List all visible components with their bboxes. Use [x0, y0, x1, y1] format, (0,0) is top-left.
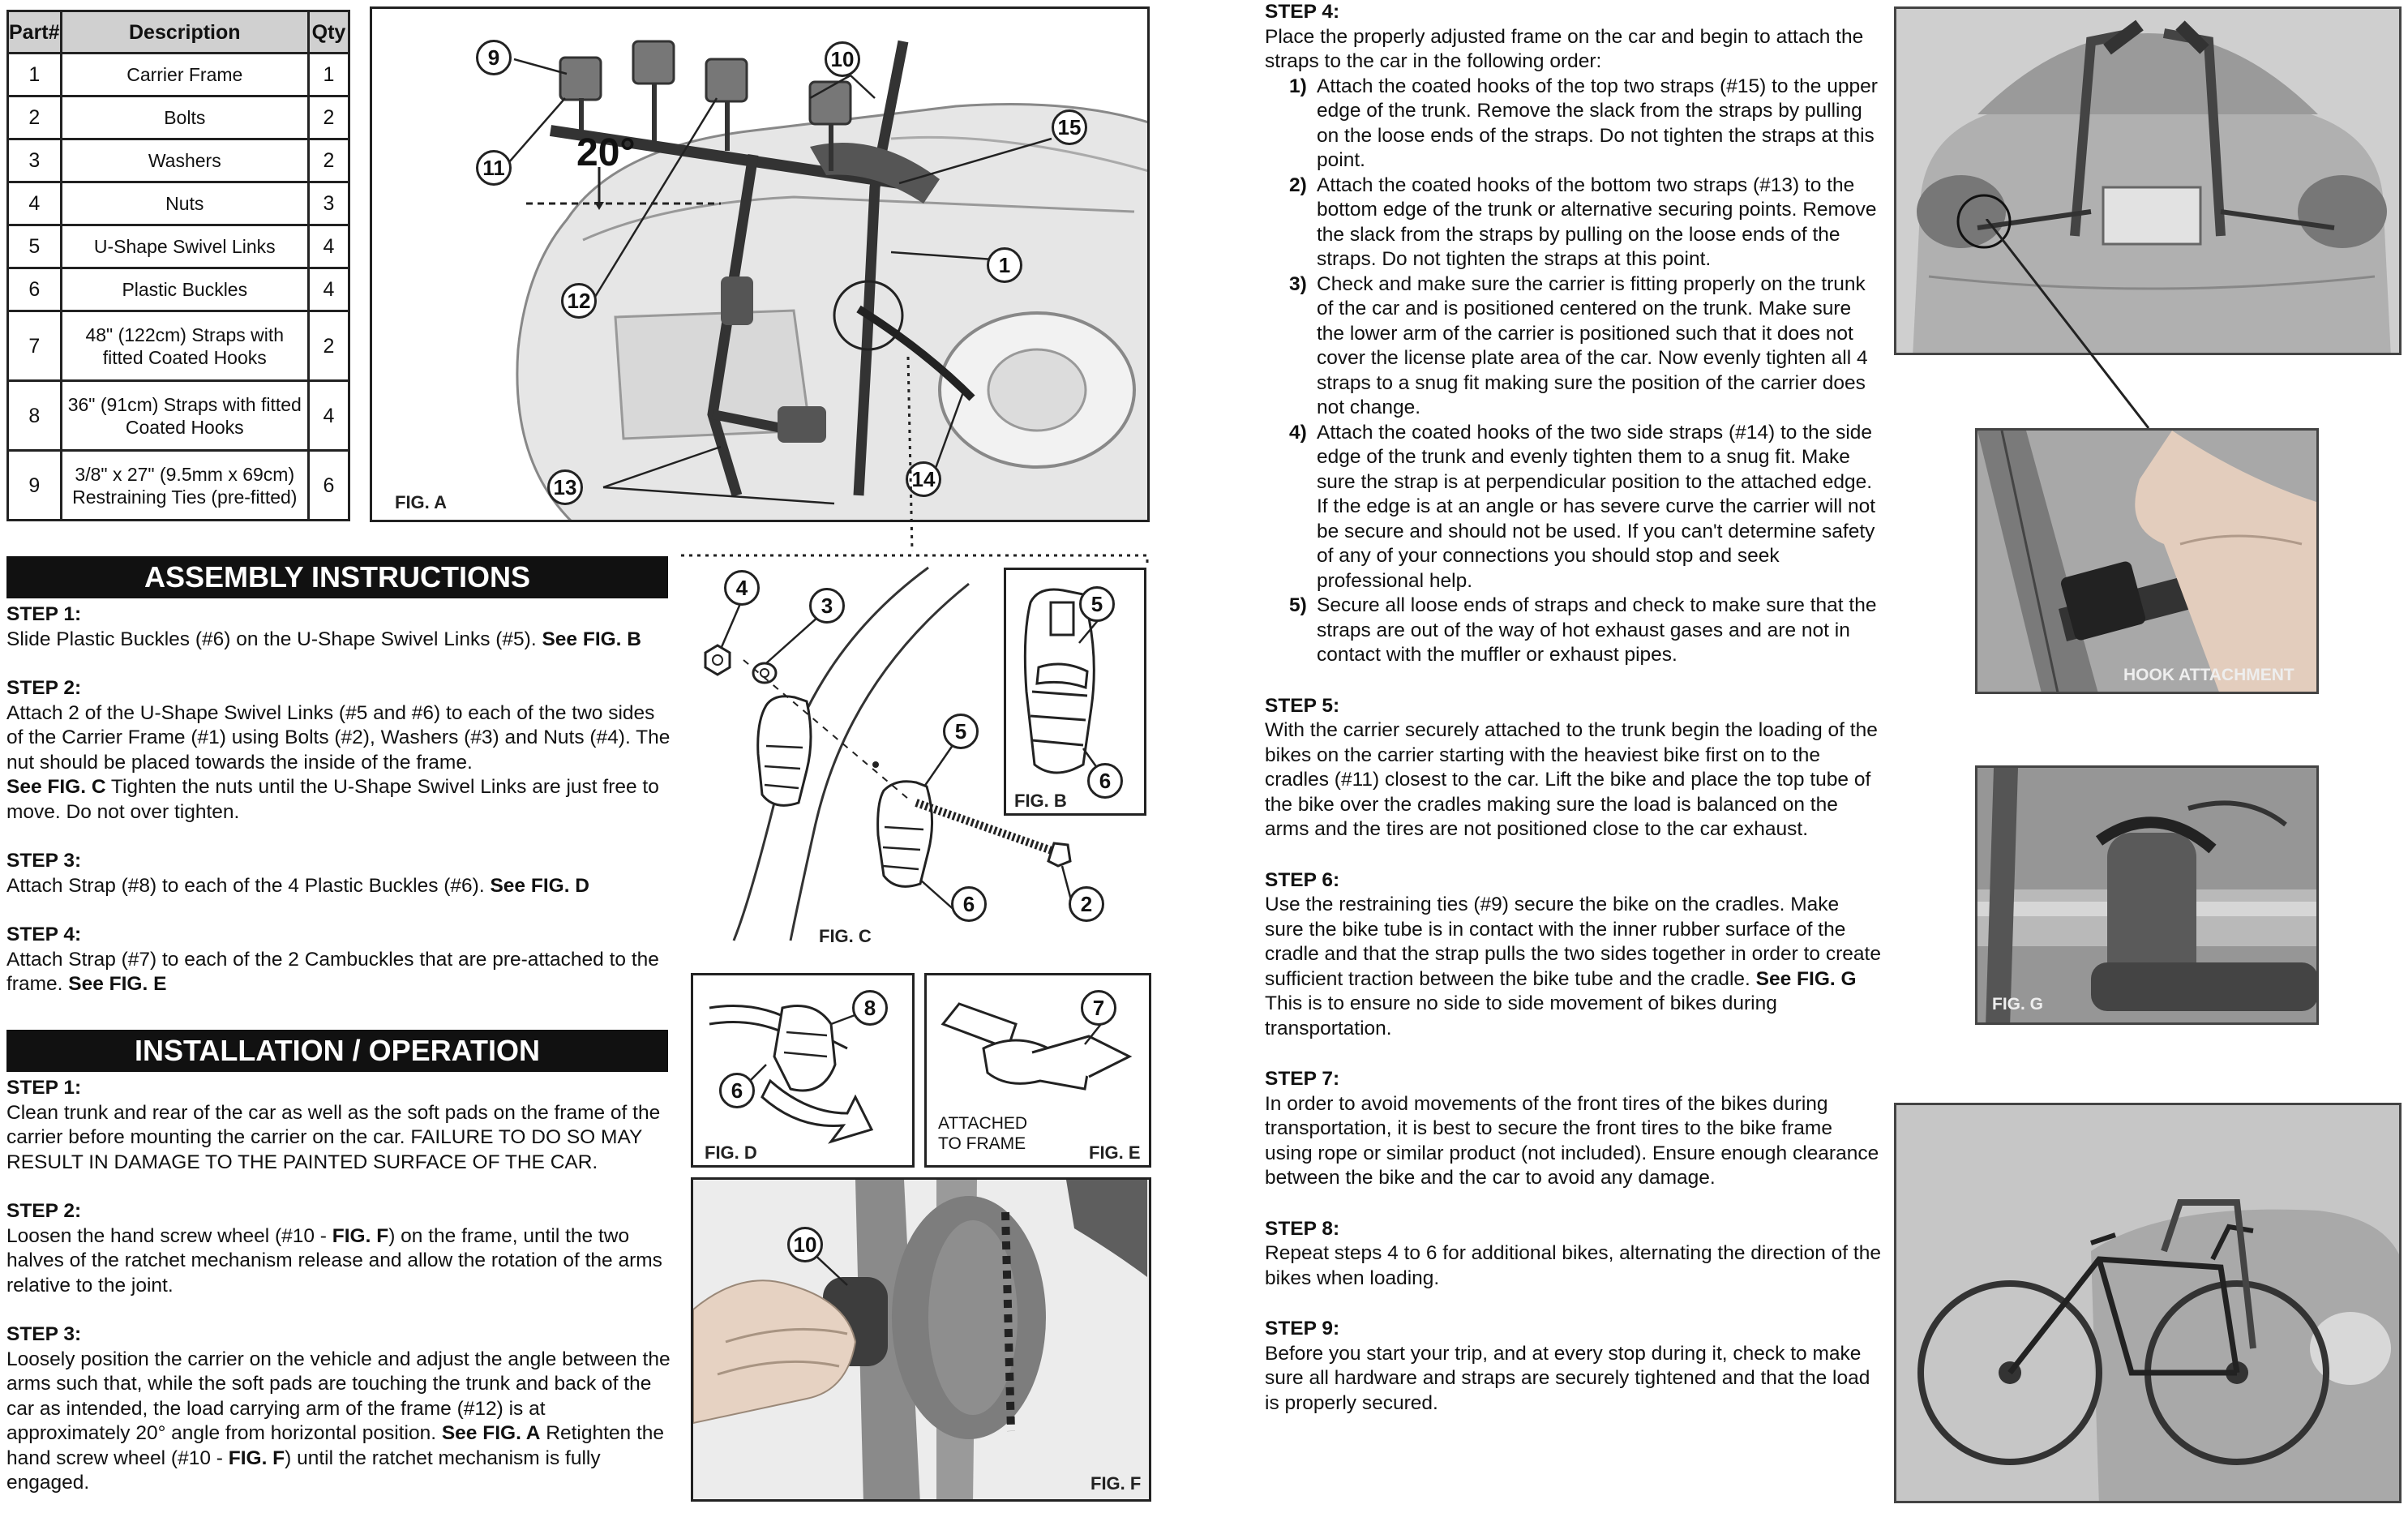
- fig-d-label: FIG. D: [705, 1142, 757, 1163]
- description-cell: 36" (91cm) Straps with fitted Coated Hooks: [61, 381, 308, 451]
- fig-e-note-line-1: ATTACHED: [938, 1114, 1028, 1133]
- step-text: Place the properly adjusted frame on the car and begin to attach the straps to the car in the following order:: [1265, 25, 1864, 72]
- step-text: Before you start your trip, and at every stop during it, check to make sure all hardware and straps are securely tightened and that the load is properly secured.: [1265, 1342, 1870, 1414]
- description-cell: 48" (122cm) Straps with fitted Coated Hooks: [61, 311, 308, 381]
- hook-attachment-illustration: [1977, 431, 2319, 694]
- step-text: Loosen the hand screw wheel (#10 -: [6, 1224, 327, 1247]
- right-step-7: [1265, 1067, 1881, 1191]
- assembly-step-3: [6, 849, 671, 898]
- step4-item-number: 3): [1289, 272, 1307, 295]
- qty-cell: 4: [309, 381, 349, 451]
- fig-g-photo: [1975, 765, 2319, 1025]
- step-ref: See FIG. D: [490, 874, 590, 897]
- qty-cell: 2: [309, 96, 349, 139]
- callout-number: 14: [906, 461, 941, 497]
- qty-cell: 2: [309, 311, 349, 381]
- step-text: With the carrier securely attached to the trunk begin the loading of the bikes on the carrier starting with the heaviest bike first on to the cradles (#11) closest to the car. Lift the bike and place the top tube of the bike over the cradles making sure the load is balanced on the arms and the tires are not positioned close to the car exhaust.: [1265, 719, 1878, 840]
- fig-c-connector: [681, 357, 1151, 568]
- hook-zoom-leader: [1962, 219, 2165, 430]
- step4-item: [1289, 75, 1881, 174]
- parts-table-row: [8, 96, 349, 139]
- right-step-9: [1265, 1317, 1881, 1416]
- callout-number: 5: [943, 714, 979, 749]
- fig-a-label: FIG. A: [395, 492, 447, 512]
- part-number-cell: 3: [8, 139, 62, 182]
- step4-item-text: Secure all loose ends of straps and check to make sure that the straps are out of the way of hot exhaust gases and are not in contact with the muffler or exhaust pipes.: [1317, 594, 1877, 666]
- step-text: ) on the frame, until the two halves of the ratchet mechanism release and allow the rotation of the arms relative to the joint.: [6, 1224, 662, 1297]
- installation-steps: [6, 1076, 671, 1513]
- fig-c-label: FIG. C: [819, 926, 872, 946]
- qty-cell: 1: [309, 54, 349, 96]
- fig-b-illustration: [1006, 570, 1146, 816]
- step-text: Repeat steps 4 to 6 for additional bikes, alternating the direction of the bikes when loading.: [1265, 1242, 1881, 1289]
- right-step-6: [1265, 868, 1881, 1042]
- fig-b-label: FIG. B: [1014, 791, 1067, 811]
- step-text: This is to ensure no side to side movement of bikes during transportation.: [1265, 992, 1777, 1039]
- step-label: STEP 4:: [1265, 1, 1340, 23]
- install-step-3: [6, 1322, 671, 1496]
- qty-cell: 4: [309, 225, 349, 268]
- step-label: STEP 6:: [1265, 868, 1340, 891]
- description-cell: U-Shape Swivel Links: [61, 225, 308, 268]
- step4-item: [1289, 594, 1881, 668]
- parts-table-row: [8, 311, 349, 381]
- callout-number: 13: [547, 469, 583, 505]
- install-step-2: [6, 1199, 671, 1298]
- step4-item-text: Check and make sure the carrier is fitting properly on the trunk of the car and is positioned centered on the trunk. Make sure the lower arm of the carrier is positioned such that it does not cover the license plate area of the car. Now evenly tighten all 4 straps to a snug fit making sure the position of the carrier does not change.: [1317, 272, 1868, 418]
- callout-number: 7: [1081, 990, 1116, 1026]
- step-label: STEP 5:: [1265, 694, 1340, 717]
- callout-number: 10: [787, 1227, 823, 1262]
- fig-e-panel: [924, 973, 1151, 1168]
- step-ref: See FIG. C: [6, 776, 106, 798]
- fig-e-note-line-2: TO FRAME: [938, 1134, 1026, 1153]
- step-text: Retighten the hand screw wheel (#10 -: [6, 1422, 665, 1469]
- assembly-steps: [6, 602, 671, 1022]
- step-text: Attach 2 of the U-Shape Swivel Links (#5 and #6) to each of the two sides of the Carrier Frame (#1) using Bolts (#2), Washers (#3) and Nuts (#4). The nut should be placed towards the inside of the frame.: [6, 701, 671, 774]
- step4-item-number: 2): [1289, 174, 1307, 196]
- callout-number: 5: [1079, 586, 1115, 622]
- step-label: STEP 2:: [6, 677, 82, 699]
- assembly-step-1: [6, 602, 671, 652]
- install-step-1: [6, 1076, 671, 1175]
- right-step-8: [1265, 1217, 1881, 1292]
- assembly-step-4: [6, 923, 671, 997]
- qty-cell: 2: [309, 139, 349, 182]
- installation-heading: INSTALLATION / OPERATION: [6, 1030, 668, 1072]
- step4-item: [1289, 174, 1881, 272]
- fig-d-panel: [691, 973, 915, 1168]
- col-description: Description: [61, 11, 308, 54]
- callout-number: 1: [987, 247, 1022, 283]
- fig-f-panel: [691, 1177, 1151, 1502]
- callout-number: 3: [809, 588, 845, 624]
- step-label: STEP 1:: [6, 603, 82, 625]
- step-text: Attach Strap (#7) to each of the 2 Cambuckles that are pre-attached to the frame.: [6, 948, 659, 995]
- step-ref: See FIG. E: [68, 973, 167, 995]
- part-number-cell: 4: [8, 182, 62, 225]
- callout-number: 4: [724, 570, 760, 606]
- step-label: STEP 3:: [6, 850, 82, 872]
- step-text: Tighten the nuts until the U-Shape Swivel Links are just free to move. Do not over tighten.: [6, 776, 659, 823]
- fig-e-note: [938, 1113, 1027, 1154]
- step-ref: See FIG. B: [542, 628, 641, 650]
- part-number-cell: 9: [8, 451, 62, 521]
- qty-cell: 6: [309, 451, 349, 521]
- part-number-cell: 6: [8, 268, 62, 311]
- right-step-5: [1265, 694, 1881, 842]
- callout-number: 11: [476, 150, 512, 186]
- fig-e-label: FIG. E: [1089, 1142, 1141, 1163]
- step-text: Loosely position the carrier on the vehicle and adjust the angle between the arms such that, while the soft pads are touching the trunk and back of the car as intended, the load carrying arm of the frame (#12) is at approximately 20° angle from horizontal position.: [6, 1348, 671, 1444]
- fig-g-illustration: [1977, 768, 2319, 1025]
- part-number-cell: 7: [8, 311, 62, 381]
- part-number-cell: 5: [8, 225, 62, 268]
- step4-item-number: 1): [1289, 75, 1307, 97]
- step-ref: FIG. F: [332, 1224, 389, 1247]
- step-text: Clean trunk and rear of the car as well as the soft pads on the frame of the carrier before mounting the carrier on the car. FAILURE TO DO SO MAY RESULT IN DAMAGE TO THE PAINTED SURFACE OF THE CAR.: [6, 1101, 661, 1173]
- fig-g-label: FIG. G: [1992, 995, 2043, 1014]
- step-label: STEP 8:: [1265, 1217, 1340, 1240]
- part-number-cell: 8: [8, 381, 62, 451]
- callout-number: 15: [1052, 109, 1087, 145]
- fig-f-label: FIG. F: [1090, 1473, 1142, 1494]
- assembly-heading: ASSEMBLY INSTRUCTIONS: [6, 556, 668, 598]
- parts-table: [6, 10, 350, 521]
- step-label: STEP 7:: [1265, 1068, 1340, 1090]
- parts-table-header: [8, 11, 349, 54]
- part-number-cell: 2: [8, 96, 62, 139]
- step-label: STEP 9:: [1265, 1318, 1340, 1339]
- right-steps: [1265, 0, 1881, 1416]
- step-label: STEP 3:: [6, 1323, 82, 1345]
- parts-table-row: [8, 268, 349, 311]
- assembly-step-2: [6, 676, 671, 825]
- step4-item-number: 5): [1289, 594, 1307, 616]
- step-label: STEP 4:: [6, 924, 82, 945]
- description-cell: Washers: [61, 139, 308, 182]
- step4-item-text: Attach the coated hooks of the top two straps (#15) to the upper edge of the trunk. Remove the slack from the straps by pulling on the loose ends of the straps. Do not tighten the straps at this point.: [1317, 75, 1878, 171]
- hook-attachment-label: HOOK ATTACHMENT: [2123, 666, 2294, 684]
- description-cell: Carrier Frame: [61, 54, 308, 96]
- callout-number: 2: [1069, 886, 1104, 922]
- description-cell: Plastic Buckles: [61, 268, 308, 311]
- callout-number: 9: [476, 40, 512, 75]
- parts-table-row: [8, 451, 349, 521]
- qty-cell: 4: [309, 268, 349, 311]
- step4-item-text: Attach the coated hooks of the two side straps (#14) to the side edge of the trunk and evenly tighten them to a snug fit. Make sure the strap is at perpendicular position to the attached edge. If the edge is at an angle or has severe curve the carrier will not be secure and should not be used. If you can't determine safety of any of your connections you should stop and seek professional help.: [1317, 421, 1876, 592]
- callout-number: 6: [951, 886, 987, 922]
- step-text: Use the restraining ties (#9) secure the bike on the cradles. Make sure the bike tube is in contact with the inner rubber surface of the cradle and that the strap pulls the two sides together in order to create sufficient traction between the bike tube and the cradle.: [1265, 894, 1881, 990]
- step4-item: [1289, 421, 1881, 594]
- step-label: STEP 1:: [6, 1077, 82, 1099]
- callout-number: 6: [719, 1073, 755, 1108]
- step-text: ) until the ratchet mechanism is fully engaged.: [6, 1447, 601, 1494]
- callout-number: 10: [825, 41, 860, 77]
- parts-table-row: [8, 139, 349, 182]
- step-ref: See FIG. A: [441, 1422, 541, 1444]
- angle-label: 20°: [576, 131, 636, 174]
- part-number-cell: 1: [8, 54, 62, 96]
- qty-cell: 3: [309, 182, 349, 225]
- step4-item-number: 4): [1289, 421, 1307, 444]
- description-cell: 3/8" x 27" (9.5mm x 69cm) Restraining Ties (pre-fitted): [61, 451, 308, 521]
- step4-item-text: Attach the coated hooks of the bottom two straps (#13) to the bottom edge of the trunk or alternative securing points. Remove the slack from the straps by pulling on the loose ends of the straps. Do not tighten the straps at this point.: [1317, 174, 1877, 270]
- parts-table-row: [8, 381, 349, 451]
- callout-number: 6: [1087, 763, 1123, 799]
- loaded-bike-photo: [1894, 1103, 2402, 1503]
- step4-item: [1289, 272, 1881, 421]
- parts-table-row: [8, 225, 349, 268]
- hook-attachment-photo: [1975, 428, 2319, 694]
- step-ref: See FIG. G: [1755, 967, 1857, 990]
- parts-table-row: [8, 54, 349, 96]
- fig-f-photo: [693, 1180, 1151, 1502]
- callout-number: 12: [561, 283, 597, 319]
- description-cell: Nuts: [61, 182, 308, 225]
- parts-table-row: [8, 182, 349, 225]
- col-qty: Qty: [309, 11, 349, 54]
- step-label: STEP 2:: [6, 1200, 82, 1222]
- fig-b-panel: [1004, 568, 1146, 816]
- col-part-number: Part#: [8, 11, 62, 54]
- description-cell: Bolts: [61, 96, 308, 139]
- loaded-bike-illustration: [1896, 1105, 2402, 1503]
- step-text: Slide Plastic Buckles (#6) on the U-Shape Swivel Links (#5).: [6, 628, 537, 650]
- step-text: In order to avoid movements of the front tires of the bikes during transportation, it is best to secure the front tires to the bike frame using rope or similar product (not included). Ensure enough clearance between the bike and the car to avoid any damage.: [1265, 1092, 1879, 1189]
- callout-number: 8: [852, 990, 888, 1026]
- step-text: Attach Strap (#8) to each of the 4 Plastic Buckles (#6).: [6, 874, 485, 897]
- right-step-4: [1265, 0, 1881, 668]
- step-ref: FIG. F: [228, 1447, 285, 1469]
